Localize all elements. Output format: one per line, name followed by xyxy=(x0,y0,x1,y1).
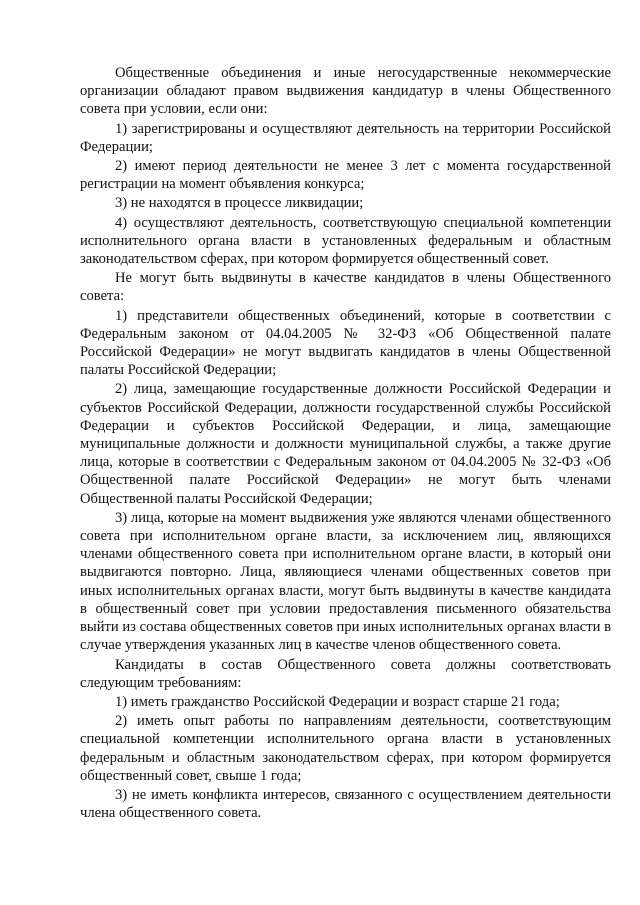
paragraph-exclusions-item-1: 1) представители общественных объединений, которые в соответствии с Федеральным законом от 04.04.2005 № 32-ФЗ «Об Общественной палате Российской Федерации» не могут выдвигать кандидатов в члены Общественной палаты Российской Федерации; xyxy=(80,307,611,379)
paragraph-exclusions-intro: Не могут быть выдвинуты в качестве кандидатов в члены Общественного совета: xyxy=(80,270,611,305)
paragraph-eligibility-item-1: 1) зарегистрированы и осуществляют деятельность на территории Российской Федерации; xyxy=(80,120,611,155)
paragraph-requirements-item-3: 3) не иметь конфликта интересов, связанного с осуществлением деятельности члена общественного совета. xyxy=(80,786,611,822)
paragraph-eligibility-item-3: 3) не находятся в процессе ликвидации; xyxy=(115,195,364,212)
paragraph-exclusions-item-3: 3) лица, которые на момент выдвижения уже являются членами общественного совета при исполнительном органе власти, за исключением лиц, являющихся членами общественного совета при исполнительном органе власти, в который они выдвигаются повторно. Лица, являющиеся членами общественных советов при иных исполнительных органах власти, могут быть выдвинуты в качестве кандидата в общественный совет при условии предоставления письменного обязательства выйти из состава общественных советов при иных исполнительных органах власти в случае утверждения указанных лиц в качестве членов общественного совета. xyxy=(80,509,611,654)
paragraph-requirements-item-1: 1) иметь гражданство Российской Федерации и возраст старше 21 года; xyxy=(115,693,560,710)
paragraph-eligibility-intro: Общественные объединения и иные негосударственные некоммерческие организации обладают правом выдвижения кандидатур в члены Общественного совета при условии, если они: xyxy=(80,65,611,118)
document-page xyxy=(80,64,611,823)
paragraph-exclusions-item-2: 2) лица, замещающие государственные должности Российской Федерации и субъектов Российской Федерации, должности государственной службы Российской Федерации и субъектов Российской Федерации, и лица, замещающие муниципальные должности и должности муниципальной службы, а также другие лица, которые в соответствии с Федеральным законом от 04.04.2005 № 32-ФЗ «Об Общественной палате Российской Федерации» не могут быть членами Общественной палаты Российской Федерации; xyxy=(80,381,611,507)
paragraph-eligibility-item-4: 4) осуществляют деятельность, соответствующую специальной компетенции исполнительного органа власти в установленных федеральным и областным законодательством сферах, при котором формируется общественный совет. xyxy=(80,214,611,268)
paragraph-eligibility-item-2: 2) имеют период деятельности не менее 3 лет с момента государственной регистрации на момент объявления конкурса; xyxy=(80,158,611,193)
paragraph-requirements-intro: Кандидаты в состав Общественного совета должны соответствовать следующим требованиям: xyxy=(80,656,611,691)
paragraph-requirements-item-2: 2) иметь опыт работы по направлениям деятельности, соответствующим специальной компетенции исполнительного органа власти в установленных федеральным и областным законодательством сферах, при котором формируется общественный совет, свыше 1 года; xyxy=(80,713,611,784)
